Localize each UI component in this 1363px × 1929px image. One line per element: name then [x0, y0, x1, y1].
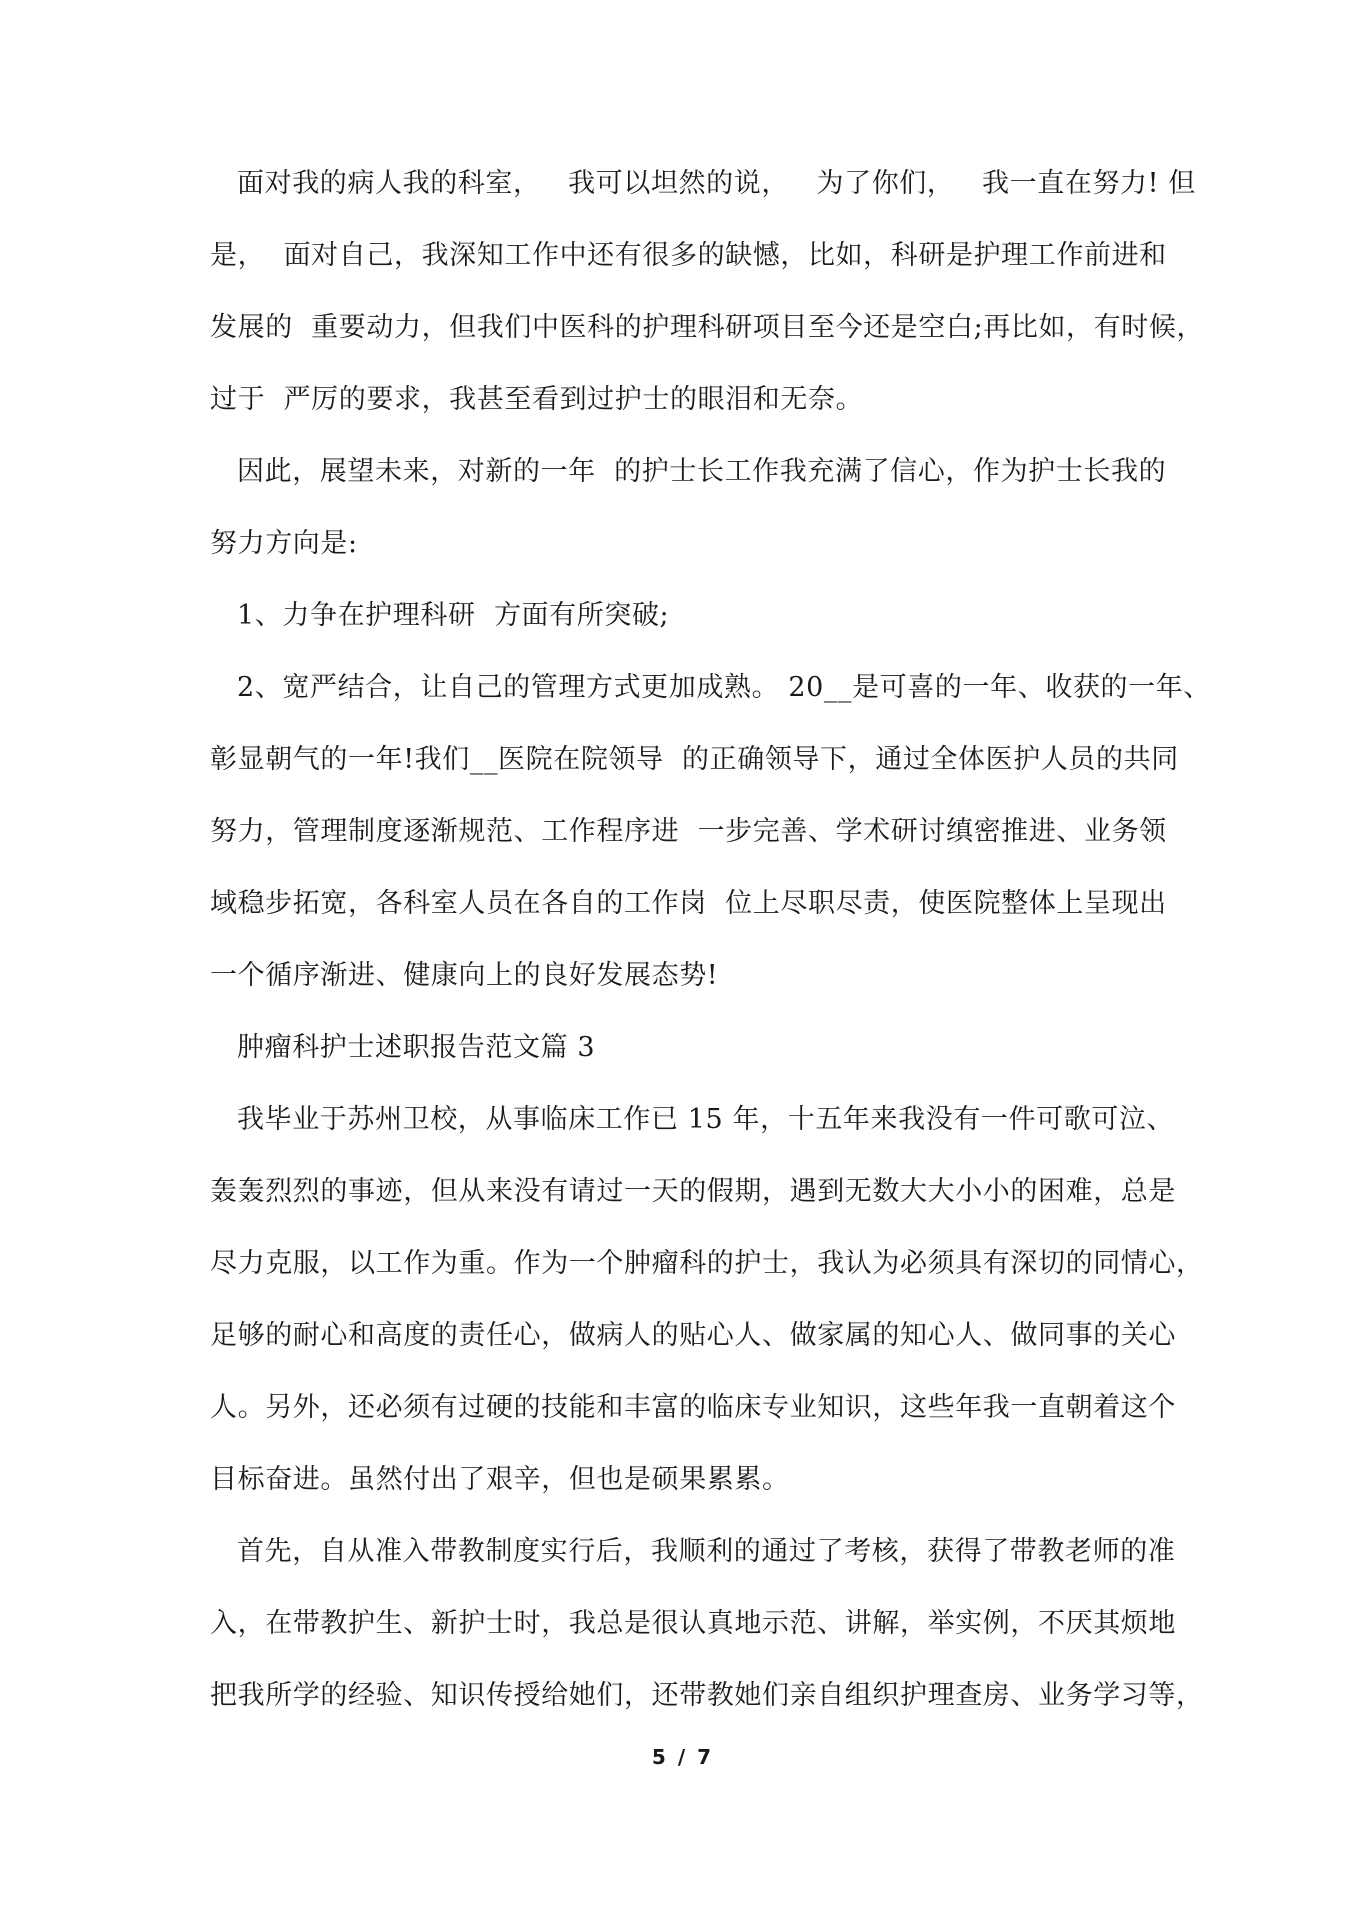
- list-item: [210, 652, 1211, 1012]
- text-line: 人。另外，还必须有过硬的技能和丰富的临床专业知识，这些年我一直朝着这个: [210, 1392, 1176, 1423]
- total-pages-number: 7: [697, 1745, 712, 1769]
- text-line: 2、宽严结合，让自己的管理方式更加成熟。 20__是可喜的一年、收获的一年、: [237, 672, 1211, 703]
- list-item: [210, 580, 1165, 652]
- text-line: 努力方向是:: [210, 528, 358, 559]
- current-page-number: 5: [651, 1745, 666, 1769]
- text-line: 一个循序渐进、健康向上的良好发展态势!: [210, 960, 719, 991]
- paragraph: [210, 1084, 1204, 1516]
- paragraph: [210, 1516, 1204, 1732]
- text-line: 过于 严厉的要求，我甚至看到过护士的眼泪和无奈。: [210, 384, 864, 415]
- paragraph: [210, 436, 1165, 580]
- text-line: 入，在带教护生、新护士时，我总是很认真地示范、讲解，举实例，不厌其烦地: [210, 1608, 1176, 1639]
- text-line: 发展的 重要动力，但我们中医科的护理科研项目至今还是空白;再比如，有时候，: [210, 312, 1205, 343]
- paragraph: [210, 148, 1205, 436]
- text-line: 因此，展望未来，对新的一年 的护士长工作我充满了信心，作为护士长我的: [237, 456, 1167, 487]
- text-line: 目标奋进。虽然付出了艰辛，但也是硕果累累。: [210, 1464, 790, 1495]
- text-line: 是， 面对自己，我深知工作中还有很多的缺憾，比如，科研是护理工作前进和: [210, 240, 1167, 271]
- text-line: 我毕业于苏州卫校，从事临床工作已 15 年，十五年来我没有一件可歌可泣、: [237, 1104, 1175, 1135]
- section-heading: [210, 1012, 1165, 1084]
- document-body: [210, 148, 1211, 1732]
- text-line: 面对我的病人我的科室， 我可以坦然的说， 为了你们， 我一直在努力! 但: [237, 168, 1196, 199]
- text-line: 1、力争在护理科研 方面有所突破;: [237, 600, 670, 631]
- text-line: 域稳步拓宽，各科室人员在各自的工作岗 位上尽职尽责，使医院整体上呈现出: [210, 888, 1167, 919]
- text-line: 首先，自从准入带教制度实行后，我顺利的通过了考核，获得了带教老师的准: [237, 1536, 1176, 1567]
- heading-text: 肿瘤科护士述职报告范文篇 3: [237, 1032, 596, 1063]
- text-line: 足够的耐心和高度的责任心，做病人的贴心人、做家属的知心人、做同事的关心: [210, 1320, 1176, 1351]
- text-line: 轰轰烈烈的事迹，但从来没有请过一天的假期，遇到无数大大小小的困难，总是: [210, 1176, 1176, 1207]
- text-line: 彰显朝气的一年!我们__医院在院领导 的正确领导下，通过全体医护人员的共同: [210, 744, 1179, 775]
- page-separator: /: [677, 1745, 686, 1769]
- text-line: 把我所学的经验、知识传授给她们，还带教她们亲自组织护理查房、业务学习等，: [210, 1680, 1204, 1711]
- text-line: 尽力克服，以工作为重。作为一个肿瘤科的护士，我认为必须具有深切的同情心，: [210, 1248, 1204, 1279]
- text-line: 努力，管理制度逐渐规范、工作程序进 一步完善、学术研讨缜密推进、业务领: [210, 816, 1167, 847]
- page-number: [0, 1745, 1363, 1769]
